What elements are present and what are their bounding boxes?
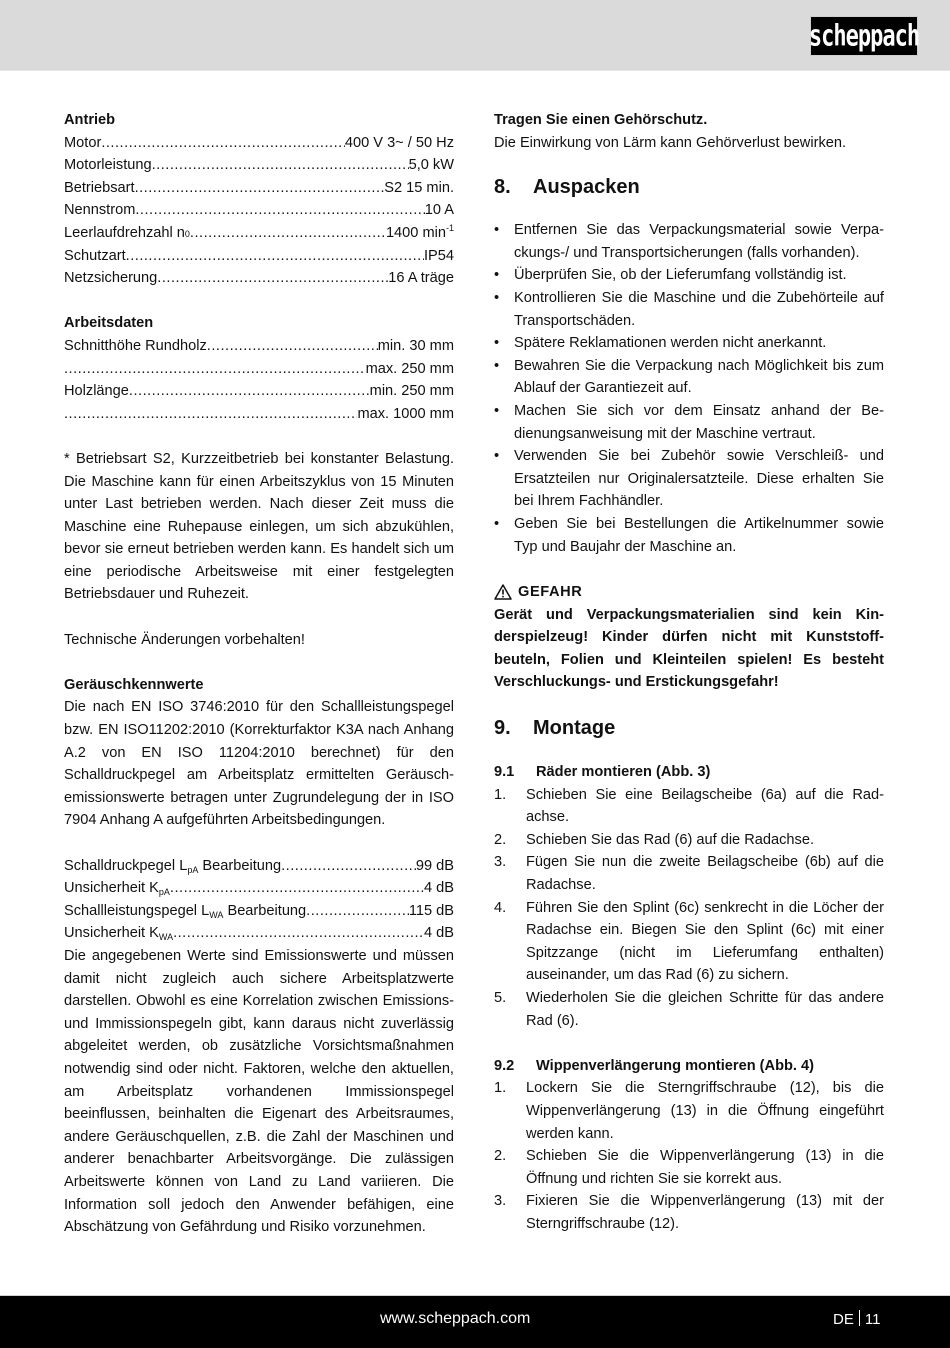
spec-label: Betriebsart [64, 179, 135, 196]
unpacking-bullet-list [494, 219, 884, 558]
step-item [494, 1077, 884, 1145]
spec-row [64, 245, 454, 268]
list-item [494, 287, 884, 332]
section-number: 8. [494, 176, 511, 199]
subsection-9-1-heading [494, 761, 884, 784]
spec-row [64, 855, 454, 878]
bullet-icon: • [494, 515, 500, 532]
spec-value [384, 177, 454, 200]
list-item [494, 332, 884, 355]
antrieb-spec-list [64, 132, 454, 290]
spec-label: Nennstrom [64, 202, 136, 219]
logo-text: scheppach [808, 19, 920, 53]
bullet-icon: • [494, 267, 500, 284]
operating-mode-footnote: * Betriebsart S2, Kurzzeitbetrieb bei konstanter Belastung. Die Maschine kann für einen Arbeitszyklus von 15 Minuten unter Last betrieben werden. Nach dieser Zeit muss die Maschine eine Ruhepause einlegen, um sich abzukühlen, bevor sie erneut betrieben werden kann. Es handelt sich um eine periodische Arbeitsweise mit einer festgelegten Betriebsdauer und Ruhezeit. [64, 450, 454, 603]
list-item [494, 264, 884, 287]
spec-label-text: Unsicherheit K [64, 880, 159, 897]
danger-heading [494, 581, 884, 604]
page-footer [0, 1295, 950, 1348]
spec-row [64, 403, 454, 426]
divider [859, 1310, 860, 1326]
spec-row [64, 922, 454, 945]
spec-label-text: Unsicherheit K [64, 925, 159, 942]
spec-value [425, 199, 454, 222]
spec-value [386, 222, 454, 245]
spec-label: Netzsicherung [64, 270, 158, 287]
step-number: 3. [494, 854, 507, 871]
spec-label-suffix: Bearbeitung [223, 902, 307, 919]
spec-label: Holzlänge [64, 383, 129, 400]
dot-leader [129, 380, 370, 403]
step-number: 2. [494, 831, 507, 848]
spec-value: 115 dB [408, 902, 454, 919]
spec-label: Motorleistung [64, 157, 152, 174]
dot-leader [306, 900, 409, 923]
spec-value-text: 1400 min [385, 224, 446, 241]
step-text: Wiederholen Sie die gleichen Schritte für das andere Rad (6). [526, 990, 884, 1029]
dot-leader [207, 335, 378, 358]
section-number: 9. [494, 717, 511, 740]
step-number: 1. [494, 786, 507, 803]
scheppach-logo [810, 16, 918, 56]
spec-label-subscript: WA [158, 932, 174, 943]
dot-leader [64, 358, 366, 381]
subsection-title: Räder montieren (Abb. 3) [536, 764, 711, 781]
spec-value-text: 10 A [424, 202, 454, 219]
dot-leader [281, 855, 416, 878]
list-item [494, 513, 884, 558]
website-link[interactable]: www.scheppach.com [380, 1310, 531, 1327]
spec-label [64, 877, 170, 900]
spec-row [64, 380, 454, 403]
warning-triangle-icon [494, 584, 512, 600]
spec-value: 4 dB [423, 925, 454, 942]
spec-value [345, 132, 454, 155]
spec-value: min. 250 mm [369, 383, 454, 400]
noise-values-heading: Geräuschkennwerte [64, 676, 204, 693]
step-text: Führen Sie den Splint (6c) senkrecht in die Löcher der Radachse ein. Biegen Sie den Splint (6c) mit einer Spitzzange (nicht im Lieferumfang enthalten) auseinander, um das Rad (6) zu sichern. [526, 899, 884, 984]
arbeitsdaten-spec-list [64, 335, 454, 425]
spec-value [424, 245, 454, 268]
dot-leader [64, 403, 357, 426]
spec-value: 4 dB [423, 880, 454, 897]
step-item [494, 1190, 884, 1235]
spec-value-text: IP54 [423, 247, 454, 264]
bullet-icon: • [494, 222, 500, 239]
danger-text: Gerät und Verpackungsmaterialien sind kein Kinderspielzeug! Kinder dürfen nicht mit Kunststoffbeuteln, Folien und Kleinteilen spielen! Es besteht Verschluckungs- und Erstickungsgefahr! [494, 606, 884, 691]
section-8-heading [494, 175, 884, 199]
spec-value: max. 1000 mm [357, 405, 454, 422]
page-indicator [833, 1310, 880, 1328]
step-item [494, 784, 884, 829]
step-item [494, 829, 884, 852]
spec-label [64, 900, 306, 923]
noise-explanation-paragraph: Die angegebenen Werte sind Emissionswerte und müssen damit nicht zugleich auch sichere Arbeitsplatzwerte darstellen. Obwohl es eine Korrelation zwischen Emissions- und Immissionspegeln gibt, kann daraus nicht zuverlässig abgeleitet werden, ob zusätzliche Vorsichtsmaßnahmen notwendig sind oder nicht. Faktoren, welche den aktuellen, am Arbeitsplatz vorhandenen Immissionspegel beeinflussen, beinhalten die Eigenart des Arbeitsraumes, andere Geräuschquellen, z.B. die Zahl der Maschinen und anderer benachbarter Arbeitsvorgänge. Die zulässigen Arbeitswerte können von Land zu Land variieren. Die Information soll jedoch den Anwender befähigen, eine Abschätzung von Gefährdung und Risiko vorzunehmen. [64, 947, 454, 1236]
list-item [494, 355, 884, 400]
section-title: Auspacken [533, 176, 640, 199]
bullet-icon: • [494, 402, 500, 419]
list-item [494, 219, 884, 264]
dot-leader [152, 154, 409, 177]
left-column [64, 109, 454, 1239]
list-item [494, 445, 884, 513]
spec-value: max. 250 mm [365, 360, 454, 377]
spec-value-text: 16 A träge [388, 270, 454, 287]
dot-leader [157, 267, 388, 290]
wheel-mount-steps [494, 784, 884, 1033]
dot-leader [101, 132, 345, 155]
spec-label [64, 922, 173, 945]
step-number: 1. [494, 1080, 507, 1097]
spec-value [409, 154, 454, 177]
step-text: Lockern Sie die Sterngriffschraube (12), bis die Wippenverlängerung (13) in die Öffnung eingeführt werden kann. [526, 1080, 884, 1142]
step-text: Schieben Sie eine Beilagscheibe (6a) auf die Radachse. [526, 786, 884, 826]
page-header [0, 0, 950, 71]
dot-leader [126, 245, 424, 268]
list-item-text: Bewahren Sie die Verpackung nach Möglichkeit bis zum Ablauf der Garantiezeit auf. [514, 357, 884, 397]
bullet-icon: • [494, 335, 500, 352]
list-item-text: Überprüfen Sie, ob der Lieferumfang vollständig ist. [514, 267, 847, 284]
danger-title: GEFAHR [518, 584, 583, 601]
spec-value-text: S2 15 min. [384, 179, 454, 196]
hearing-protection-heading: Tragen Sie einen Gehörschutz. [494, 112, 708, 128]
dot-leader [170, 877, 424, 900]
list-item-text: Verwenden Sie bei Zubehör sowie Verschleiß- und Ersatzteilen nur Originalersatzteile. Diese erhalten Sie bei Ihrem Fachhändler. [514, 448, 884, 510]
arbeitsdaten-heading: Arbeitsdaten [64, 315, 154, 332]
dot-leader [135, 177, 385, 200]
spec-row [64, 267, 454, 290]
spec-value: min. 30 mm [377, 337, 454, 354]
spec-row [64, 132, 454, 155]
list-item-text: Spätere Reklamationen werden nicht anerkannt. [514, 335, 827, 352]
spec-label-subscript: pA [187, 864, 199, 875]
step-number: 3. [494, 1193, 507, 1210]
step-item [494, 897, 884, 987]
spec-row: Leerlaufdrehzahl n 0 ..... 1400 $\min^{-1}$ [64, 222, 454, 245]
list-item [494, 400, 884, 445]
dot-leader [173, 922, 424, 945]
section-9-heading [494, 716, 884, 740]
antrieb-heading: Antrieb [64, 112, 116, 128]
dot-leader [135, 199, 424, 222]
language-code: DE [833, 1311, 854, 1328]
spec-row [64, 358, 454, 381]
spec-row [64, 335, 454, 358]
noise-intro-paragraph: Die nach EN ISO 3746:2010 für den Schallleistungspegel bzw. EN ISO11202:2010 (Korrekturfaktor K3A nach Anhang A.2 von EN ISO 11204:2010 berechnet) für den Schalldruckpegel am Arbeitsplatz ermittelten Geräuschemissionswerte betragen unter Zugrundelegung der in ISO 7904 Anhang A aufgeführten Arbeitsbedingungen. [64, 699, 454, 829]
list-item-text: Machen Sie sich vor dem Einsatz anhand der Bedienungsanweisung mit der Maschine vertraut. [514, 402, 884, 442]
rocker-extension-steps [494, 1077, 884, 1235]
spec-label-text: Schallleistungspegel L [64, 902, 210, 919]
page-number: 11 [864, 1311, 881, 1328]
step-number: 2. [494, 1148, 507, 1165]
step-text: Fügen Sie nun die zweite Beilagscheibe (6b) auf die Radachse. [526, 854, 884, 894]
spec-row [64, 877, 454, 900]
spec-label-suffix: Bearbeitung [198, 857, 282, 874]
bullet-icon: • [494, 289, 500, 306]
dot-leader [190, 222, 386, 245]
spec-row [64, 900, 454, 923]
spec-label-subscript: WA [209, 909, 224, 920]
subsection-9-2-heading [494, 1055, 884, 1078]
spec-label: Schnitthöhe Rundholz [64, 337, 207, 354]
spec-row [64, 154, 454, 177]
spec-value [388, 267, 454, 290]
spec-label: Motor [64, 134, 102, 151]
step-text: Schieben Sie die Wippenverlängerung (13) in die Öffnung und richten Sie sie korrekt aus. [526, 1148, 884, 1187]
step-number: 4. [494, 899, 507, 916]
spec-label-subscript: pA [158, 887, 170, 898]
subsection-number: 9.2 [494, 1057, 515, 1074]
step-item [494, 1145, 884, 1190]
technical-changes-note: Technische Änderungen vorbehalten! [64, 631, 305, 648]
bullet-icon: • [494, 448, 500, 465]
spec-value-superscript: -1 [445, 222, 454, 233]
list-item-text: Entfernen Sie das Verpackungsmaterial sowie Verpackungs-/ und Transportsicherungen (falls vorhanden). [514, 222, 884, 261]
step-text: Schieben Sie das Rad (6) auf die Radachse. [526, 831, 814, 848]
subsection-title: Wippenverlängerung montieren (Abb. 4) [536, 1057, 814, 1074]
spec-label: Leerlaufdrehzahl n [64, 224, 185, 241]
spec-label-text: Schalldruckpegel L [64, 857, 188, 874]
subsection-number: 9.1 [494, 764, 515, 781]
spec-label [64, 855, 281, 878]
right-column [494, 109, 884, 1236]
step-text: Fixieren Sie die Wippenverlängerung (13) mit der Sterngriffschraube (12). [526, 1193, 884, 1232]
step-item [494, 851, 884, 896]
spec-value-text: 5,0 kW [408, 157, 454, 174]
spec-value: 99 dB [415, 857, 454, 874]
step-item [494, 987, 884, 1032]
spec-label: Schutzart [64, 247, 126, 264]
hearing-protection-text: Die Einwirkung von Lärm kann Gehörverlust bewirken. [494, 134, 847, 151]
list-item-text: Geben Sie bei Bestellungen die Artikelnummer sowie Typ und Baujahr der Maschine an. [514, 515, 884, 555]
spec-row [64, 177, 454, 200]
spec-value-text: 400 V 3~ / 50 Hz [344, 134, 454, 151]
noise-spec-list [64, 855, 454, 945]
step-number: 5. [494, 990, 507, 1006]
section-title: Montage [533, 717, 616, 740]
bullet-icon: • [494, 357, 500, 374]
spec-row [64, 199, 454, 222]
list-item-text: Kontrollieren Sie die Maschine und die Zubehörteile auf Transportschäden. [514, 289, 884, 329]
